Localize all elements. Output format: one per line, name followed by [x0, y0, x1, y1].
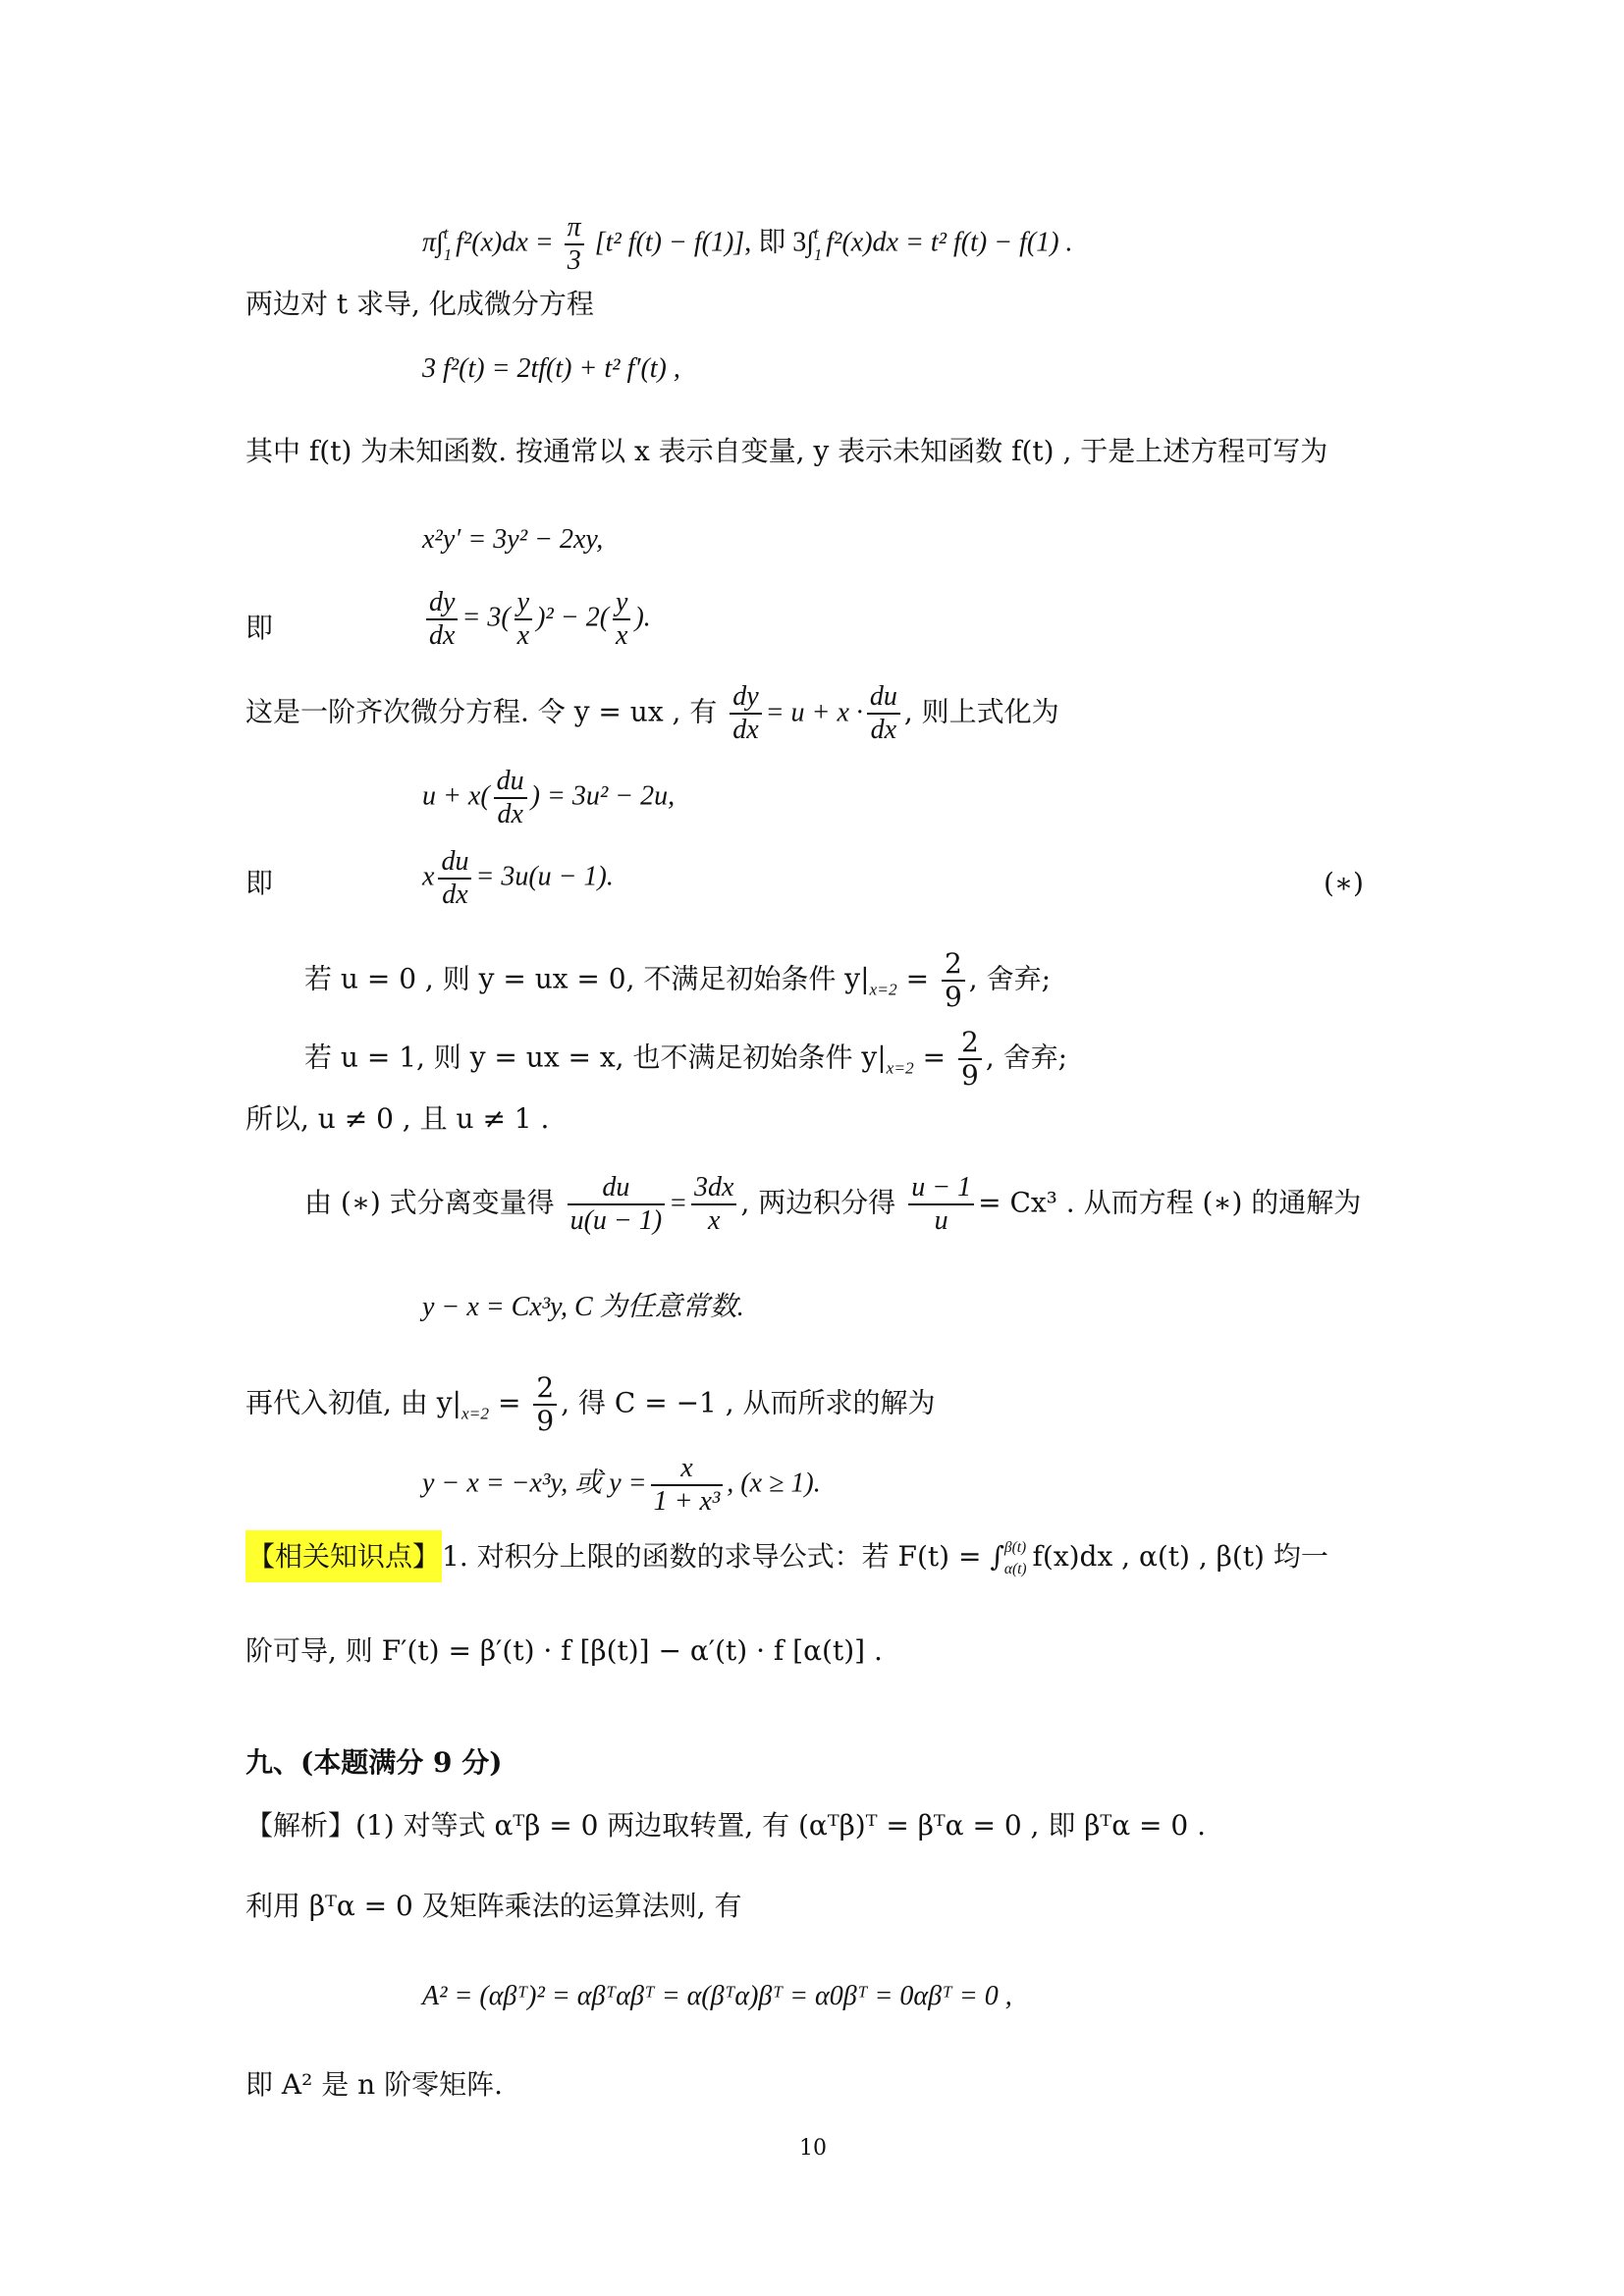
- numerator: 2: [958, 1027, 982, 1060]
- text-part: , 舍弃;: [968, 962, 1052, 995]
- text-initial-value: [245, 1372, 936, 1437]
- lower-limit: α(t): [1003, 1560, 1027, 1577]
- subscript: x=2: [460, 1404, 490, 1423]
- pi-integral: π∫: [422, 227, 444, 258]
- text-part: f(x)dx , α(t) , β(t) 均一: [1032, 1540, 1328, 1574]
- text-part: , 得 C = −1 , 从而所求的解为: [561, 1386, 936, 1419]
- text-differentiate: 两边对 t 求导, 化成微分方程: [245, 288, 594, 320]
- eq-part: , (x ≥ 1).: [727, 1468, 821, 1499]
- text-derivative-formula: 阶可导, 则 F′(t) = β′(t) · f [β(t)] − α′(t) · f [α(t)] .: [245, 1634, 883, 1667]
- numerator: 2: [942, 948, 965, 982]
- text-analysis: 【解析】(1) 对等式 αᵀβ = 0 两边取转置, 有 (αᵀβ)ᵀ = βᵀα = 0 , 即 βᵀα = 0 .: [245, 1809, 1206, 1842]
- denominator: x: [616, 620, 628, 652]
- numerator: y: [514, 587, 532, 620]
- integrand: f²(x)dx =: [456, 227, 554, 258]
- fraction-u-minus-1: [908, 1172, 974, 1237]
- denominator: x: [516, 620, 530, 652]
- subscript: x=2: [869, 980, 897, 999]
- fraction-3dx-x: [691, 1172, 736, 1237]
- text-zero-matrix: 即 A² 是 n 阶零矩阵.: [245, 2068, 503, 2101]
- eq-sign: =: [922, 1041, 947, 1074]
- text-part: = Cx³ . 从而方程 (∗) 的通解为: [978, 1186, 1362, 1219]
- numerator: dy: [426, 587, 458, 620]
- knowledge-point-line: [245, 1537, 1328, 1579]
- text-part: , 舍弃;: [985, 1041, 1068, 1074]
- upper-limit: t: [813, 224, 819, 243]
- numerator: u − 1: [908, 1172, 974, 1205]
- denominator: u: [934, 1205, 948, 1237]
- upper-limit: β(t): [1003, 1539, 1027, 1556]
- subscript: x=2: [886, 1058, 914, 1078]
- eq-homogeneous: [422, 587, 651, 652]
- fraction-x-1-plus-x3: [651, 1453, 724, 1518]
- label-ji-1: 即: [245, 612, 274, 644]
- text-part: 由 (∗) 式分离变量得: [304, 1186, 555, 1219]
- numerator: du: [494, 766, 527, 799]
- fraction-du-dx: [438, 846, 471, 911]
- numerator: du: [867, 681, 900, 715]
- eq-rewritten: x²y′ = 3y² − 2xy,: [422, 524, 604, 555]
- fraction-pi-3: [565, 212, 584, 277]
- denominator: x: [708, 1205, 721, 1237]
- fraction-dy-dx: [426, 587, 458, 652]
- case-u-zero: [304, 948, 1051, 1013]
- numerator: dy: [730, 681, 761, 715]
- eq-part: )² − 2(: [536, 602, 610, 633]
- text-separation: [304, 1172, 1361, 1237]
- fraction-du-u: [568, 1172, 666, 1237]
- text-unknown-function: 其中 f(t) 为未知函数. 按通常以 x 表示自变量, y 表示未知函数 f(t) , 于是上述方程可写为: [245, 435, 1328, 467]
- fraction-2-9: [958, 1027, 982, 1092]
- numerator: 3dx: [691, 1172, 736, 1205]
- numerator: π: [565, 212, 584, 245]
- eq-separable: [422, 846, 614, 911]
- eq-matrix-square: A² = (αβᵀ)² = αβᵀαβᵀ = α(βᵀα)βᵀ = α0βᵀ = 0αβᵀ = 0 ,: [422, 1981, 1012, 2011]
- fraction-2-9: [942, 948, 965, 1013]
- text-part: , 两边积分得: [740, 1186, 896, 1219]
- eq-part: y − x = −x³y, 或 y =: [422, 1468, 647, 1499]
- denominator: 9: [536, 1405, 555, 1438]
- eq-general-solution: y − x = Cx³y, C 为任意常数.: [422, 1292, 744, 1322]
- eq-sign: =: [905, 962, 930, 995]
- denominator: dx: [442, 880, 468, 911]
- denominator: 3: [567, 245, 581, 277]
- section-heading-nine: 九、(本题满分 9 分): [245, 1746, 503, 1779]
- denominator: u(u − 1): [569, 1205, 663, 1237]
- text-substitution: [245, 681, 1059, 746]
- numerator: 2: [533, 1372, 557, 1406]
- denominator: 1 + x³: [653, 1486, 721, 1518]
- denominator: 9: [944, 981, 962, 1014]
- ji-connector: , 即 3∫: [744, 227, 814, 258]
- eq-part: x: [422, 861, 435, 892]
- upper-limit: t: [443, 224, 449, 243]
- fraction-2-9: [533, 1372, 557, 1437]
- text-part: 这是一阶齐次微分方程. 令 y = ux , 有: [245, 695, 718, 728]
- eq-part: = u + x ·: [765, 697, 863, 728]
- eq-part: ) = 3u² − 2u,: [530, 780, 676, 812]
- denominator: dx: [497, 799, 523, 830]
- case-u-one: [304, 1027, 1067, 1092]
- text-conclusion-u: 所以, u ≠ 0 , 且 u ≠ 1 .: [245, 1102, 550, 1135]
- eq-integral-line: [422, 212, 1073, 277]
- fraction-du-dx: [494, 766, 527, 830]
- integral-result: f²(x)dx = t² f(t) − f(1) .: [826, 227, 1073, 258]
- lower-limit: 1: [443, 245, 453, 265]
- numerator: du: [438, 846, 471, 880]
- equation-tag-star: (∗): [1324, 867, 1364, 899]
- eq-particular-solution: [422, 1453, 821, 1518]
- numerator: x: [651, 1453, 724, 1486]
- page-number: 10: [799, 2136, 827, 2161]
- denominator: 9: [961, 1059, 979, 1093]
- numerator: du: [568, 1172, 666, 1205]
- denominator: dx: [870, 715, 897, 746]
- denominator: dx: [429, 620, 456, 652]
- fraction-dy-dx: [730, 681, 761, 746]
- label-ji-2: 即: [245, 867, 274, 899]
- text-part: , 则上式化为: [903, 695, 1059, 728]
- highlight-tag: 【相关知识点】: [245, 1530, 442, 1582]
- eq-differential: 3 f²(t) = 2tf(t) + t² f′(t) ,: [422, 353, 680, 384]
- eq-sign: =: [669, 1188, 688, 1219]
- denominator: dx: [732, 715, 759, 746]
- text-part: 若 u = 0 , 则 y = ux = 0, 不满足初始条件 y|: [304, 962, 870, 995]
- fraction-y-x: [613, 587, 630, 652]
- fraction-du-dx: [867, 681, 900, 746]
- text-part: 若 u = 1, 则 y = ux = x, 也不满足初始条件 y|: [304, 1041, 887, 1074]
- numerator: y: [613, 587, 630, 620]
- bracket-term: [t² f(t) − f(1)]: [594, 227, 745, 258]
- eq-part: = 3(: [461, 602, 511, 633]
- text-part: 再代入初值, 由 y|: [245, 1386, 461, 1419]
- eq-part: = 3u(u − 1).: [475, 861, 614, 892]
- eq-part: u + x(: [422, 780, 490, 812]
- eq-part: ).: [634, 602, 651, 633]
- text-using-rule: 利用 βᵀα = 0 及矩阵乘法的运算法则, 有: [245, 1890, 742, 1922]
- text-part: 1. 对积分上限的函数的求导公式：若 F(t) = ∫: [442, 1540, 1004, 1574]
- eq-sign: =: [497, 1386, 521, 1419]
- fraction-y-x: [514, 587, 532, 652]
- lower-limit: 1: [813, 245, 823, 265]
- eq-u-form: [422, 766, 675, 830]
